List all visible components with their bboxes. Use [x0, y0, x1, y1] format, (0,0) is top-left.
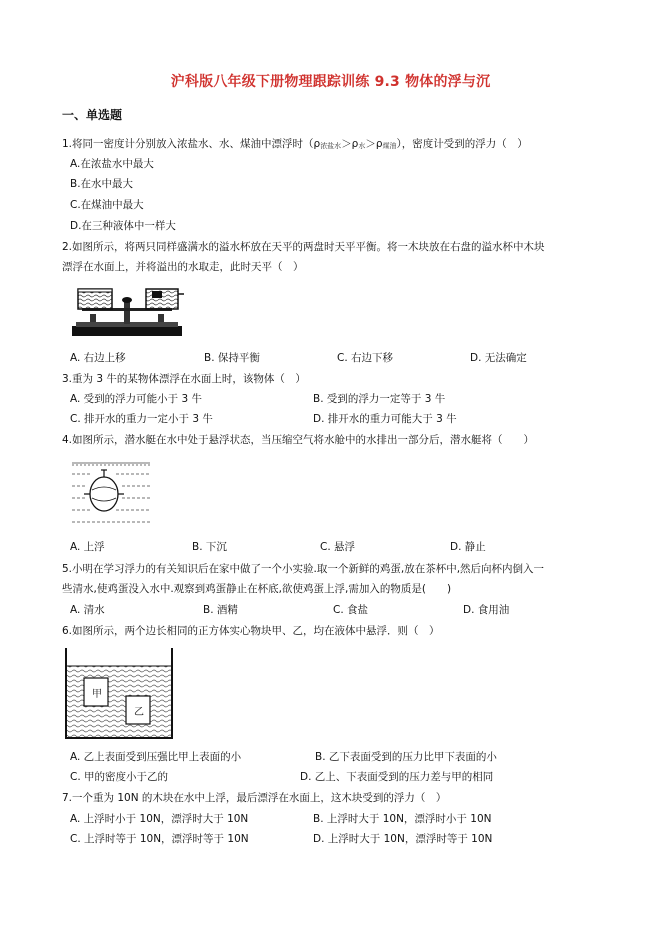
wood-block	[152, 291, 162, 298]
q4-option-a[interactable]: A. 上浮	[70, 541, 105, 553]
q5-option-c[interactable]: C. 食盐	[333, 604, 369, 616]
question-7-stem: 7.一个重为 10N 的木块在水中上浮，最后漂浮在水面上，这木块受到的浮力（ ）	[62, 792, 447, 804]
q7-option-c[interactable]: C. 上浮时等于 10N，漂浮时等于 10N	[70, 833, 249, 845]
q7-option-b[interactable]: B. 上浮时大于 10N，漂浮时小于 10N	[313, 813, 492, 825]
q5-option-d[interactable]: D. 食用油	[463, 604, 510, 616]
q4-option-d[interactable]: D. 静止	[450, 541, 486, 553]
liquid	[66, 666, 172, 738]
q5-option-a[interactable]: A. 清水	[70, 604, 105, 616]
q2-option-a[interactable]: A. 右边上移	[70, 352, 126, 364]
q6-option-b[interactable]: B. 乙下表面受到的压力比甲下表面的小	[315, 751, 497, 763]
block-yi-label: 乙	[134, 707, 144, 718]
question-6-stem: 6.如图所示，两个边长相同的正方体实心物块甲、乙，均在液体中悬浮．则（ ）	[62, 625, 440, 637]
q1-sub-water: 水	[358, 142, 366, 150]
q1-option-b[interactable]: B.在水中最大	[70, 178, 134, 190]
q6-option-a[interactable]: A. 乙上表面受到压强比甲上表面的小	[70, 751, 242, 763]
q4-option-c[interactable]: C. 悬浮	[320, 541, 356, 553]
q1-greater-2: ＞ρ	[365, 138, 383, 150]
q1-stem-start: 1.将同一密度计分别放入浓盐水、水、煤油中漂浮时（ρ	[62, 138, 321, 150]
q1-option-d[interactable]: D.在三种液体中一样大	[70, 220, 176, 232]
question-1-stem	[62, 137, 528, 153]
q2-option-b[interactable]: B. 保持平衡	[204, 352, 260, 364]
q1-stem-end: ），密度计受到的浮力（ ）	[396, 138, 528, 150]
balance-scale-figure	[70, 286, 186, 340]
question-2-stem-line2: 漂浮在水面上，并将溢出的水取走，此时天平（ ）	[62, 261, 304, 273]
page-title: 沪科版八年级下册物理跟踪训练 9.3 物体的浮与沉	[170, 74, 491, 90]
submarine-figure	[70, 460, 152, 530]
q2-option-c[interactable]: C. 右边下移	[337, 352, 394, 364]
block-jia-label: 甲	[92, 689, 102, 700]
question-5-stem-line1: 5.小明在学习浮力的有关知识后在家中做了一个小实验.取一个新鲜的鸡蛋,放在茶杯中,然后向杯内倒入一	[62, 563, 545, 575]
q5-option-b[interactable]: B. 酒精	[203, 604, 238, 616]
q1-sub-kerosene: 煤油	[382, 142, 397, 150]
scale-base	[72, 326, 182, 336]
q6-option-d[interactable]: D. 乙上、下表面受到的压力差与甲的相同	[300, 771, 494, 783]
q1-option-a[interactable]: A.在浓盐水中最大	[70, 158, 154, 170]
submarine-hull	[90, 477, 118, 511]
question-2-stem-line1: 2.如图所示，将两只同样盛满水的溢水杯放在天平的两盘时天平平衡。将一木块放在右盘的溢水杯中木块	[62, 241, 545, 253]
q3-option-b[interactable]: B. 受到的浮力一定等于 3 牛	[313, 393, 446, 405]
question-4-stem: 4.如图所示，潜水艇在水中处于悬浮状态，当压缩空气将水舱中的水排出一部分后，潜水艇将（ ）	[62, 434, 535, 446]
q1-option-c[interactable]: C.在煤油中最大	[70, 199, 144, 211]
question-5-stem-line2: 些清水,使鸡蛋没入水中.观察到鸡蛋静止在杯底,欲使鸡蛋上浮,需加入的物质是( )	[62, 583, 452, 595]
q3-option-d[interactable]: D. 排开水的重力可能大于 3 牛	[313, 413, 457, 425]
section-heading: 一、单选题	[62, 108, 123, 122]
q1-greater-1: ＞ρ	[341, 138, 359, 150]
q2-option-d[interactable]: D. 无法确定	[470, 352, 527, 364]
q7-option-d[interactable]: D. 上浮时大于 10N，漂浮时等于 10N	[313, 833, 493, 845]
question-3-stem: 3.重为 3 牛的某物体漂浮在水面上时，该物体（ ）	[62, 373, 306, 385]
q7-option-a[interactable]: A. 上浮时小于 10N，漂浮时大于 10N	[70, 813, 249, 825]
q3-option-a[interactable]: A. 受到的浮力可能小于 3 牛	[70, 393, 203, 405]
beaker-figure	[64, 648, 174, 740]
q4-option-b[interactable]: B. 下沉	[192, 541, 227, 553]
q6-option-c[interactable]: C. 甲的密度小于乙的	[70, 771, 169, 783]
q1-sub-brine: 浓盐水	[320, 142, 342, 150]
q3-option-c[interactable]: C. 排开水的重力一定小于 3 牛	[70, 413, 213, 425]
